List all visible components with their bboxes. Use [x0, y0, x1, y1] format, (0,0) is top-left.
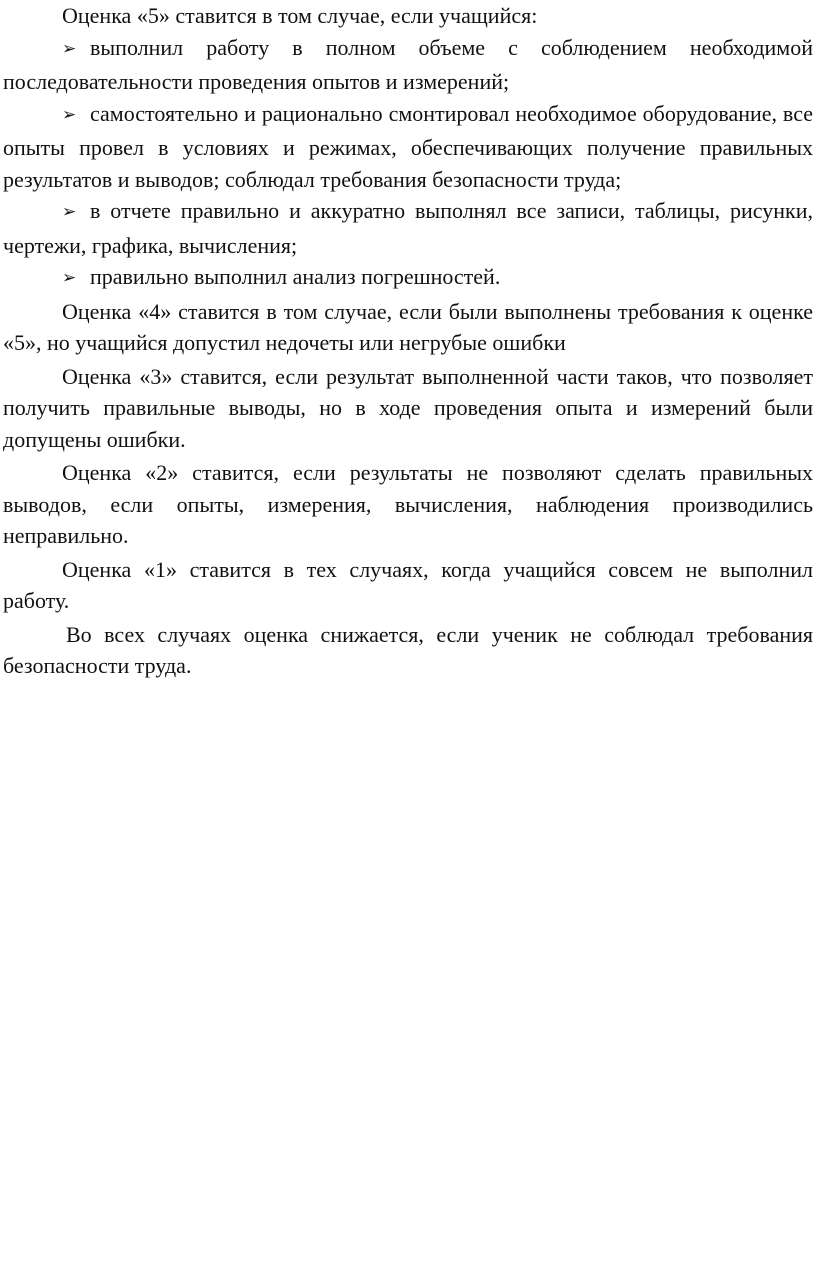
bullet-item: [3, 261, 813, 296]
bullet-item: [3, 98, 813, 196]
bullet-item: [3, 195, 813, 261]
arrowhead-bullet-icon: ➢: [62, 268, 77, 288]
grade-1-paragraph: Оценка «1» ставится в тех случаях, когда учащийся совсем не выполнил работу.: [3, 556, 813, 613]
arrowhead-bullet-icon: ➢: [62, 104, 77, 125]
bullet-text: выполнил работу в полном объеме с соблюдением необходимой последовательности проведения опытов и измерений;: [3, 34, 813, 94]
grade-5-intro: Оценка «5» ставится в том случае, если учащийся:: [62, 3, 538, 28]
bullet-text: правильно выполнил анализ погрешностей.: [90, 264, 501, 289]
arrowhead-bullet-icon: ➢: [62, 202, 77, 222]
bullet-text: в отчете правильно и аккуратно выполнял все записи, таблицы, рисунки, чертежи, графика, вычисления;: [3, 198, 813, 258]
safety-note-paragraph: Во всех случаях оценка снижается, если ученик не соблюдал требования безопасности труда.: [3, 621, 813, 678]
grade-2-paragraph: Оценка «2» ставится, если результаты не позволяют сделать правильных выводов, если опыты, измерения, вычисления, наблюдения производились неправильно.: [3, 460, 813, 548]
arrowhead-bullet-icon: ➢: [62, 38, 77, 59]
document-body: [3, 0, 813, 682]
bullet-text: самостоятельно и рационально смонтировал необходимое оборудование, все опыты провел в условиях и режимах, обеспечивающих получение правильных результатов и выводов; соблюдал требования безопасности труда;: [3, 100, 813, 192]
grade-4-paragraph: Оценка «4» ставится в том случае, если были выполнены требования к оценке «5», но учащийся допустил недочеты или негрубые ошибки: [3, 298, 813, 355]
bullet-item: [3, 32, 813, 98]
grade-3-paragraph: Оценка «3» ставится, если результат выполненной части таков, что позволяет получить правильные выводы, но в ходе проведения опыта и измерений были допущены ошибки.: [3, 363, 813, 452]
